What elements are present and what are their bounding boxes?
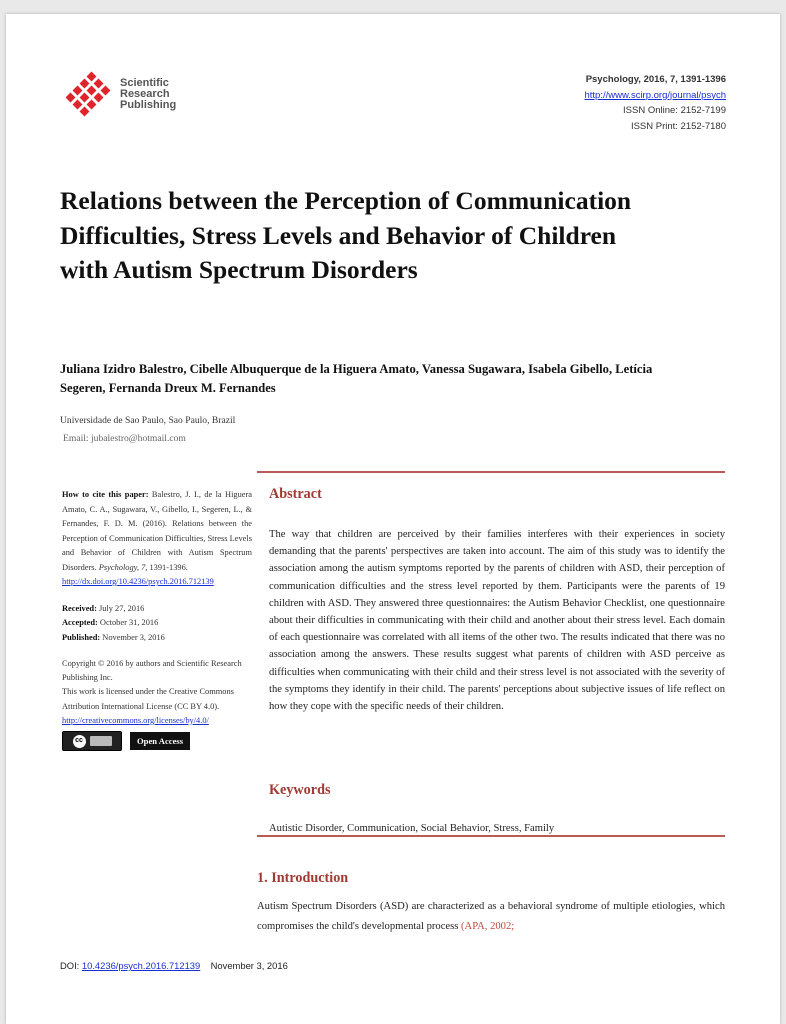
journal-info [584, 72, 726, 134]
published-date: November 3, 2016 [102, 632, 165, 642]
cc-by-badge[interactable] [62, 731, 122, 751]
author-email[interactable]: Email: jubalestro@hotmail.com [63, 433, 186, 444]
journal-url-link[interactable]: http://www.scirp.org/journal/psych [584, 89, 726, 101]
publisher-name [120, 78, 176, 111]
journal-citation: Psychology, 2016, 7, 1391-1396 [585, 74, 726, 85]
by-icon [90, 736, 112, 746]
footer-date: November 3, 2016 [210, 960, 288, 971]
published-label: Published: [62, 632, 101, 642]
publisher-name-line: Research [120, 88, 170, 100]
affiliation: Universidade de Sao Paulo, Sao Paulo, Brazil [60, 415, 236, 426]
abstract-text: The way that children are perceived by their families interferes with their experiences in society demanding that the parents' perspectives are taken into account. The aim of this study was to identify the association among the autism symptoms reported by the parents of children with ASD, their perception of communication difficulties and the stress level reported by them. Participants were the parents of 19 children with ASD. They answered three questionnaires: the Autism Behavior Checklist, one questionnaire about their difficulties in communicating with their child and another about their stress level. Each domain of each questionnaire was correlated with all items of the other two. The results indicated that there was no association among the answers. These results suggest what parents of children with ASD perceive as difficulties when communicating with their child and their stress level is not associated with the severity of the symptoms they identify in their child. The parents' perceptions about subjective issues of life reflect on how they cope with the specific needs of their children. [269, 529, 725, 713]
received-label: Received: [62, 603, 97, 613]
abstract-heading: Abstract [269, 486, 322, 502]
copyright-text: Copyright © 2016 by authors and Scientific Research Publishing Inc. [62, 659, 242, 683]
affiliation-block [60, 412, 235, 448]
document-page [6, 14, 780, 1024]
publisher-name-line: Scientific [120, 77, 169, 89]
article-sidebar [62, 488, 252, 751]
footer-doi-link[interactable]: 10.4236/psych.2016.712139 [81, 960, 201, 971]
section-divider [257, 471, 725, 473]
license-link[interactable]: http://creativecommons.org/licenses/by/4.0/ [62, 715, 209, 725]
keywords-heading: Keywords [269, 782, 331, 798]
introduction-body: Autism Spectrum Disorders (ASD) are characterized as a behavioral syndrome of multiple etiologies, which compromises the child's developmental process [257, 901, 725, 932]
how-to-cite [62, 488, 252, 590]
article-title: Relations between the Perception of Communication Difficulties, Stress Levels and Behavior of Children with Autism Spectrum Disorders [60, 186, 632, 284]
how-to-cite-journal: Psychology, 7, [98, 562, 148, 572]
issn-print: ISSN Print: 2152-7180 [630, 120, 726, 132]
scirp-diamond-icon [66, 70, 118, 118]
how-to-cite-text: Balestro, J. I., de la Higuera Amato, C. A., Sugawara, V., Gibello, I., Segeren, L., & Fernandes, F. D. M. (2016). Relations between the Perception of Communication Difficulties, Stress Levels and Behavior of Children with Autism Spectrum Disorders. [62, 490, 252, 572]
license-badges [62, 731, 252, 751]
citation-ref[interactable]: (APA, 2002; [461, 920, 515, 932]
issn-online: ISSN Online: 2152-7199 [623, 105, 726, 116]
how-to-cite-label: How to cite this paper: [62, 490, 149, 499]
publisher-logo[interactable] [66, 70, 206, 130]
article-dates [62, 602, 252, 646]
doi-link[interactable]: http://dx.doi.org/10.4236/psych.2016.712139 [62, 577, 214, 586]
how-to-cite-pages: 1391-1396. [149, 562, 188, 572]
introduction-text [257, 897, 725, 936]
introduction-heading: 1. Introduction [257, 870, 349, 886]
author-list: Juliana Izidro Balestro, Cibelle Albuquerque de la Higuera Amato, Vanessa Sugawara, Isabela Gibello, Letícia Segeren, Fernanda Dreux M. Fernandes [60, 362, 653, 395]
accepted-date: October 31, 2016 [99, 618, 159, 627]
footer-doi-label: DOI: [60, 960, 80, 971]
copyright-block [62, 657, 252, 728]
license-text: This work is licensed under the Creative Commons Attribution International License (CC BY 4.0). [62, 687, 234, 711]
keywords-text: Autistic Disorder, Communication, Social Behavior, Stress, Family [269, 823, 555, 834]
page-footer [60, 960, 288, 971]
section-divider [257, 835, 725, 837]
open-access-badge[interactable]: Open Access [130, 732, 190, 750]
accepted-label: Accepted: [62, 618, 98, 627]
received-date: July 27, 2016 [98, 603, 145, 613]
publisher-name-line: Publishing [120, 99, 177, 111]
cc-icon: cc [73, 735, 86, 748]
